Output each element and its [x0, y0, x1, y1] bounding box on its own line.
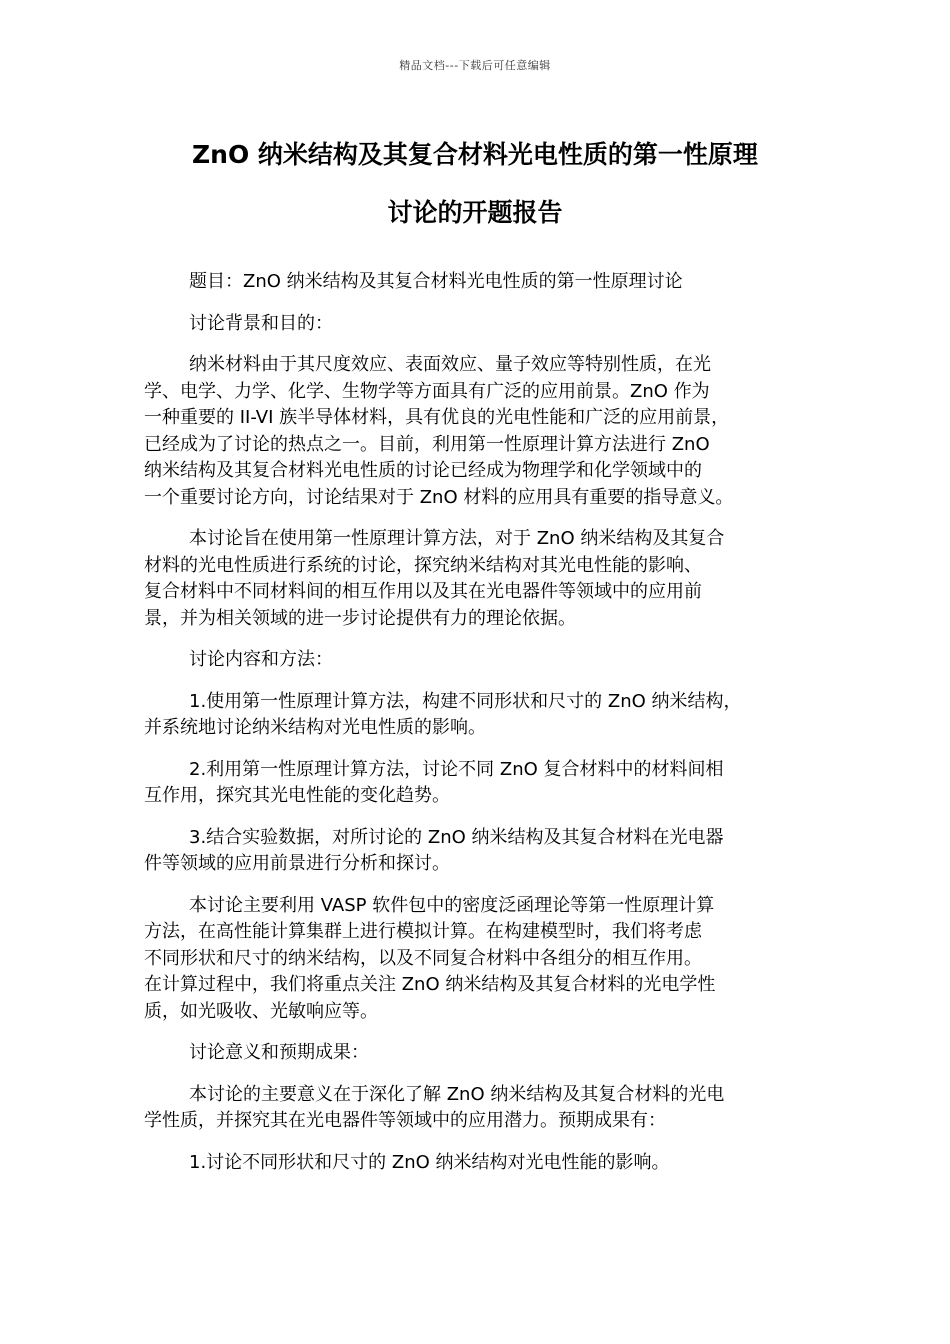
header-note: 精品文档---下载后可任意编辑 [399, 59, 551, 72]
paragraph-line: 件等领域的应用前景进行分析和探讨。 [144, 853, 450, 874]
paragraph [144, 311, 810, 338]
paragraph-line: 题目：ZnO 纳米结构及其复合材料光电性质的第一性原理讨论 [189, 271, 683, 292]
paragraph-line: 1.讨论不同形状和尺寸的 ZnO 纳米结构对光电性能的影响。 [189, 1151, 670, 1173]
document-title-line-1: ZnO 纳米结构及其复合材料光电性质的第一性原理 [192, 140, 758, 169]
document-title-line-2: 讨论的开题报告 [387, 198, 563, 227]
paragraph-line: 互作用，探究其光电性能的变化趋势。 [144, 785, 450, 806]
paragraph-line: 本讨论的主要意义在于深化了解 ZnO 纳米结构及其复合材料的光电 [189, 1083, 725, 1105]
paragraph-line: 方法，在高性能计算集群上进行模拟计算。在构建模型时，我们将考虑 [144, 921, 702, 942]
paragraph-line: 1.使用第一性原理计算方法，构建不同形状和尺寸的 ZnO 纳米结构， [189, 690, 742, 712]
paragraph-line: 已经成为了讨论的热点之一。目前，利用第一性原理计算方法进行 ZnO [144, 433, 710, 455]
paragraph-line: 不同形状和尺寸的纳米结构，以及不同复合材料中各组分的相互作用。 [144, 947, 702, 969]
paragraph [144, 647, 810, 674]
paragraph-line: 纳米材料由于其尺度效应、表面效应、量子效应等特别性质，在光 [189, 354, 711, 375]
paragraph-line: 学、电学、力学、化学、生物学等方面具有广泛的应用前景。ZnO 作为 [144, 380, 710, 402]
paragraph [144, 269, 810, 296]
paragraph-line: 本讨论主要利用 VASP 软件包中的密度泛函理论等第一性原理计算 [189, 894, 715, 916]
paragraph-line: 讨论内容和方法： [189, 649, 333, 670]
paragraph [144, 1082, 810, 1135]
paragraph [144, 526, 810, 632]
paragraph [144, 1040, 810, 1067]
paragraph-line: 2.利用第一性原理计算方法，讨论不同 ZnO 复合材料中的材料间相 [189, 758, 724, 780]
paragraph-line: 复合材料中不同材料间的相互作用以及其在光电器件等领域中的应用前 [144, 581, 702, 602]
paragraph [144, 352, 810, 511]
paragraph [144, 825, 810, 878]
paragraph [144, 757, 810, 810]
paragraph-line: 在计算过程中，我们将重点关注 ZnO 纳米结构及其复合材料的光电学性 [144, 974, 716, 995]
paragraph-line: 学性质，并探究其在光电器件等领域中的应用潜力。预期成果有： [144, 1110, 666, 1131]
paragraph-line: 讨论背景和目的： [189, 312, 333, 334]
paragraph-line: 材料的光电性质进行系统的讨论，探究纳米结构对其光电性能的影响、 [144, 554, 702, 576]
paragraph [144, 689, 810, 742]
paragraph-line: 一个重要讨论方向，讨论结果对于 ZnO 材料的应用具有重要的指导意义。 [144, 486, 734, 508]
paragraph-line: 质，如光吸收、光敏响应等。 [144, 1000, 378, 1022]
paragraph-line: 讨论意义和预期成果： [189, 1042, 369, 1063]
paragraph-line: 并系统地讨论纳米结构对光电性质的影响。 [144, 717, 486, 738]
paragraph-line: 景，并为相关领域的进一步讨论提供有力的理论依据。 [144, 607, 576, 629]
paragraph-line: 3.结合实验数据，对所讨论的 ZnO 纳米结构及其复合材料在光电器 [189, 826, 724, 848]
paragraph-line: 纳米结构及其复合材料光电性质的讨论已经成为物理学和化学领域中的 [144, 460, 702, 481]
document-body [144, 269, 810, 1191]
paragraph-line: 一种重要的 II-VI 族半导体材料，具有优良的光电性能和广泛的应用前景， [144, 407, 730, 428]
paragraph [144, 893, 810, 1026]
paragraph-line: 本讨论旨在使用第一性原理计算方法，对于 ZnO 纳米结构及其复合 [189, 528, 725, 549]
paragraph [144, 1150, 810, 1177]
